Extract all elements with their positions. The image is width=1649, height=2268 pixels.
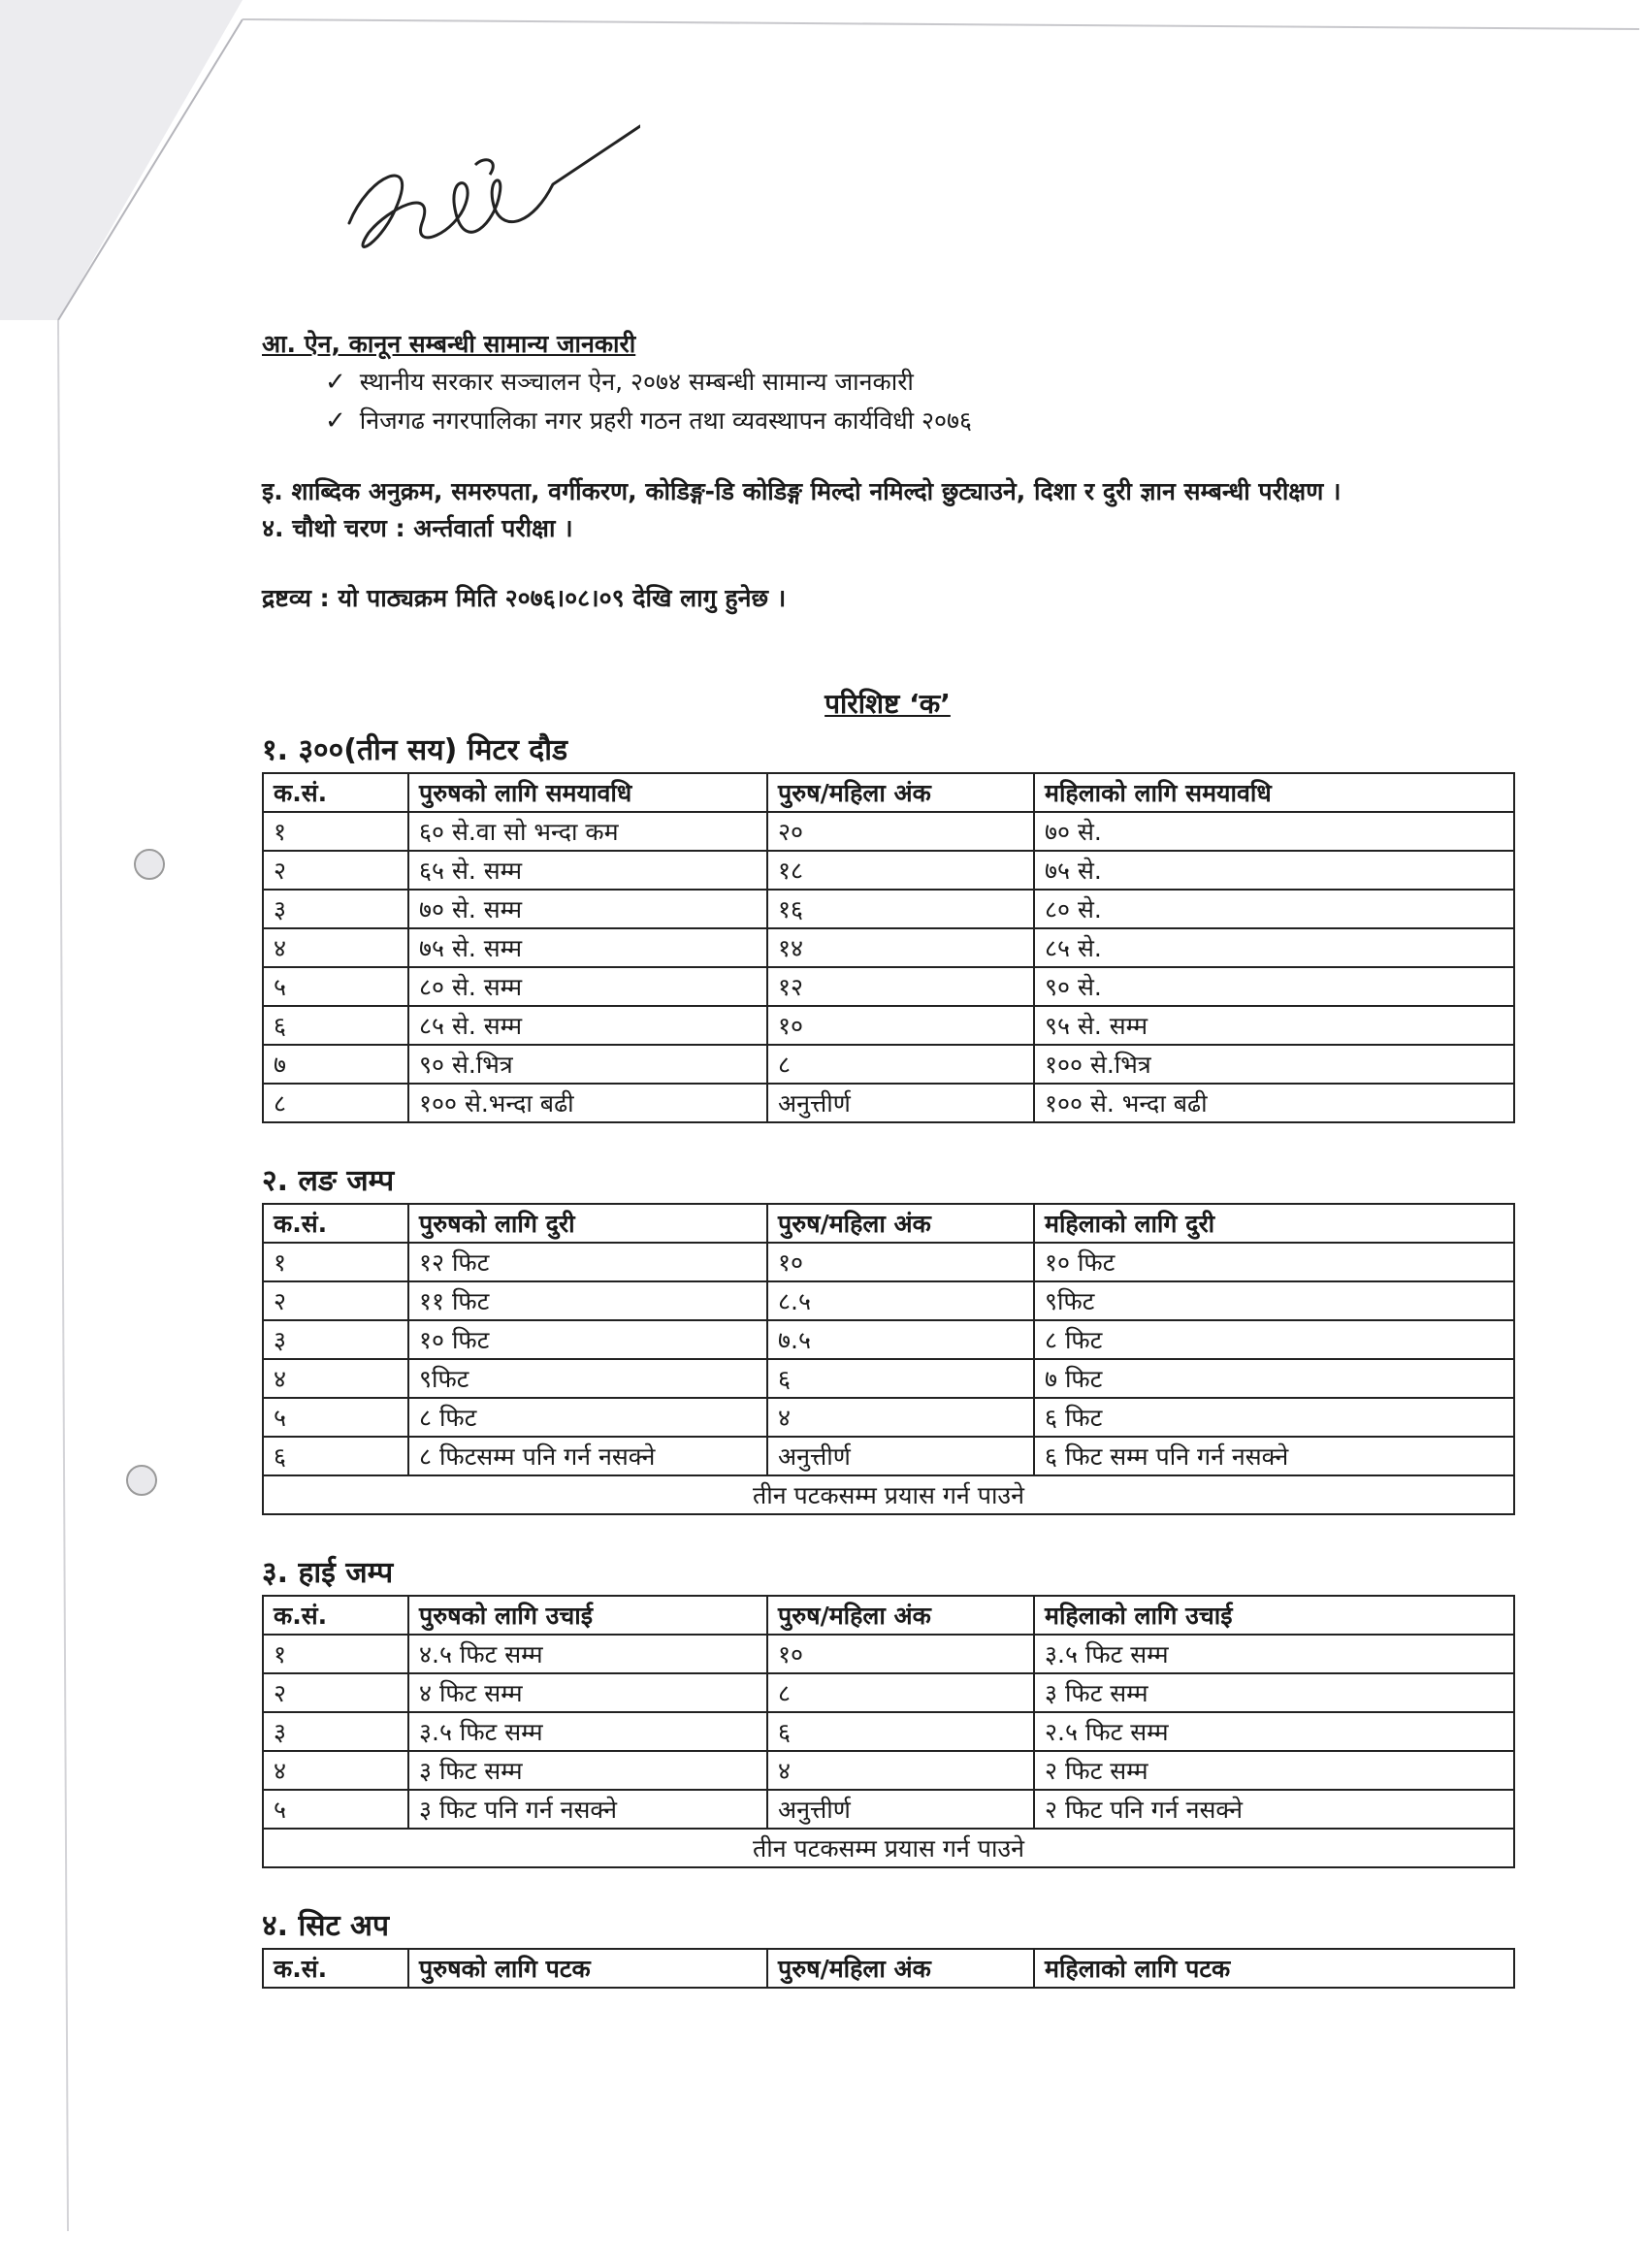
table-row	[263, 1635, 1514, 1673]
table-cell: १०	[767, 1006, 1034, 1045]
table-cell: ४	[767, 1751, 1034, 1790]
table-3-title: ३. हाई जम्प	[262, 1556, 394, 1590]
table-cell: १०० से.भन्दा बढी	[408, 1084, 767, 1122]
table-row	[263, 1006, 1514, 1045]
table-cell: ३	[263, 890, 408, 928]
table-cell: ८० से. सम्म	[408, 967, 767, 1006]
header-cell: महिलाको लागि उचाई	[1034, 1596, 1514, 1635]
punch-hole-bottom	[126, 1465, 157, 1496]
section-long-jump	[262, 1162, 1513, 1515]
table-cell: ८ फिट	[1034, 1320, 1514, 1359]
list-item-text: स्थानीय सरकार सञ्चालन ऐन, २०७४ सम्बन्धी सामान्य जानकारी	[359, 368, 914, 396]
table-header-row	[263, 773, 1514, 812]
table-cell: ५	[263, 1790, 408, 1829]
table-footer-row	[263, 1475, 1514, 1514]
table-cell: ६५ से. सम्म	[408, 851, 767, 890]
table-row	[263, 1045, 1514, 1084]
table-row	[263, 1751, 1514, 1790]
section-aa-heading: आ. ऐन, कानून सम्बन्धी सामान्य जानकारी	[262, 330, 636, 358]
table-4-title: ४. सिट अप	[262, 1909, 390, 1943]
table-cell: ७.५	[767, 1320, 1034, 1359]
table-cell: ४	[767, 1398, 1034, 1437]
table-row	[263, 1790, 1514, 1829]
table-cell: ७ फिट	[1034, 1359, 1514, 1398]
table-cell: १	[263, 812, 408, 851]
table-cell: १०	[767, 1635, 1034, 1673]
table-cell: ६	[767, 1712, 1034, 1751]
table-row	[263, 1084, 1514, 1122]
table-cell: ९० से.भित्र	[408, 1045, 767, 1084]
table-cell: ७५ से. सम्म	[408, 928, 767, 967]
table-cell: २	[263, 1673, 408, 1712]
table-cell: ८ फिट	[408, 1398, 767, 1437]
annex-title: परिशिष्ट ‘क’	[824, 688, 951, 720]
table-cell: १० फिट	[408, 1320, 767, 1359]
table-cell: ३	[263, 1320, 408, 1359]
table-cell: ३ फिट सम्म	[1034, 1673, 1514, 1712]
table-row	[263, 1712, 1514, 1751]
table-cell: ५	[263, 967, 408, 1006]
table-row	[263, 1437, 1514, 1475]
table-row	[263, 851, 1514, 890]
table-cell: ६० से.वा सो भन्दा कम	[408, 812, 767, 851]
table-cell: ६	[263, 1437, 408, 1475]
table-row	[263, 890, 1514, 928]
table-header-row	[263, 1204, 1514, 1243]
table-cell: ४	[263, 1751, 408, 1790]
table-cell: ४.५ फिट सम्म	[408, 1635, 767, 1673]
document-body	[262, 326, 1513, 1989]
table-cell: ३.५ फिट सम्म	[1034, 1635, 1514, 1673]
table-row	[263, 1320, 1514, 1359]
list-item-text: निजगढ नगरपालिका नगर प्रहरी गठन तथा व्यवस्थापन कार्यविधी २०७६	[359, 406, 973, 435]
table-cell: ७० से. सम्म	[408, 890, 767, 928]
table-300m-race	[262, 772, 1515, 1123]
table-cell: ८५ से. सम्म	[408, 1006, 767, 1045]
table-cell: १०	[767, 1243, 1034, 1281]
table-cell: ८	[263, 1084, 408, 1122]
table-cell: १० फिट	[1034, 1243, 1514, 1281]
header-cell: महिलाको लागि दुरी	[1034, 1204, 1514, 1243]
table-cell: १०० से.भित्र	[1034, 1045, 1514, 1084]
table-cell: ४	[263, 928, 408, 967]
table-cell: ३	[263, 1712, 408, 1751]
section-300m-race	[262, 731, 1513, 1123]
table-cell: २.५ फिट सम्म	[1034, 1712, 1514, 1751]
table-cell: ६	[263, 1006, 408, 1045]
table-cell: २	[263, 1281, 408, 1320]
table-2-title: २. लङ जम्प	[262, 1164, 395, 1198]
table-row	[263, 812, 1514, 851]
table-cell: २ फिट पनि गर्न नसक्ने	[1034, 1790, 1514, 1829]
list-item	[262, 363, 1513, 402]
table-header-row	[263, 1949, 1514, 1988]
table-row	[263, 967, 1514, 1006]
table-footer-cell: तीन पटकसम्म प्रयास गर्न पाउने	[263, 1829, 1514, 1867]
table-cell: ९फिट	[408, 1359, 767, 1398]
header-cell: पुरुषको लागि उचाई	[408, 1596, 767, 1635]
table-cell: ६	[767, 1359, 1034, 1398]
table-1-title: १. ३००(तीन सय) मिटर दौड	[262, 733, 568, 767]
table-row	[263, 1281, 1514, 1320]
header-cell: पुरुषको लागि पटक	[408, 1949, 767, 1988]
checkmark-icon: ✓	[325, 368, 346, 397]
table-row	[263, 1243, 1514, 1281]
table-header-row	[263, 1596, 1514, 1635]
table-row	[263, 1398, 1514, 1437]
table-cell: ३ फिट पनि गर्न नसक्ने	[408, 1790, 767, 1829]
table-cell: अनुत्तीर्ण	[767, 1437, 1034, 1475]
table-row	[263, 1673, 1514, 1712]
table-cell: ८	[767, 1673, 1034, 1712]
section-i-text: इ. शाब्दिक अनुक्रम, समरुपता, वर्गीकरण, कोडिङ्ग-डि कोडिङ्ग मिल्दो नमिल्दो छुट्याउने, दिशा र दुरी ज्ञान सम्बन्धी परीक्षण ।	[262, 477, 1342, 505]
table-cell: १८	[767, 851, 1034, 890]
table-cell: १	[263, 1243, 408, 1281]
table-cell: २ फिट सम्म	[1034, 1751, 1514, 1790]
header-cell: पुरुष/महिला अंक	[767, 1596, 1034, 1635]
punch-hole-top	[134, 849, 165, 880]
table-cell: ९० से.	[1034, 967, 1514, 1006]
table-cell: ४ फिट सम्म	[408, 1673, 767, 1712]
table-cell: ८५ से.	[1034, 928, 1514, 967]
table-long-jump	[262, 1203, 1515, 1515]
table-row	[263, 928, 1514, 967]
table-cell: ७५ से.	[1034, 851, 1514, 890]
table-cell: १४	[767, 928, 1034, 967]
table-cell: ८.५	[767, 1281, 1034, 1320]
note-text: द्रष्टव्य : यो पाठ्यक्रम मिति २०७६।०८।०९ देखि लागु हुनेछ ।	[262, 584, 787, 612]
table-high-jump	[262, 1595, 1515, 1868]
header-cell: क.सं.	[263, 1204, 408, 1243]
stage-four-text: ४. चौथो चरण : अर्न्तवार्ता परीक्षा ।	[262, 514, 573, 542]
table-cell: अनुत्तीर्ण	[767, 1084, 1034, 1122]
table-row	[263, 1359, 1514, 1398]
table-cell: १	[263, 1635, 408, 1673]
list-item	[262, 402, 1513, 440]
table-cell: २	[263, 851, 408, 890]
table-sit-up	[262, 1948, 1515, 1989]
table-cell: ८० से.	[1034, 890, 1514, 928]
table-cell: ९फिट	[1034, 1281, 1514, 1320]
checkmark-icon: ✓	[325, 406, 346, 436]
header-cell: पुरुषको लागि दुरी	[408, 1204, 767, 1243]
table-cell: २०	[767, 812, 1034, 851]
table-footer-cell: तीन पटकसम्म प्रयास गर्न पाउने	[263, 1475, 1514, 1514]
table-cell: ९५ से. सम्म	[1034, 1006, 1514, 1045]
header-cell: पुरुष/महिला अंक	[767, 1204, 1034, 1243]
table-cell: ८ फिटसम्म पनि गर्न नसक्ने	[408, 1437, 767, 1475]
table-cell: ५	[263, 1398, 408, 1437]
table-cell: ६ फिट	[1034, 1398, 1514, 1437]
table-cell: ३ फिट सम्म	[408, 1751, 767, 1790]
table-cell: ७० से.	[1034, 812, 1514, 851]
table-cell: १०० से. भन्दा बढी	[1034, 1084, 1514, 1122]
header-cell: पुरुष/महिला अंक	[767, 773, 1034, 812]
header-cell: पुरुषको लागि समयावधि	[408, 773, 767, 812]
header-cell: क.सं.	[263, 1596, 408, 1635]
table-cell: ४	[263, 1359, 408, 1398]
table-cell: ६ फिट सम्म पनि गर्न नसक्ने	[1034, 1437, 1514, 1475]
header-cell: महिलाको लागि पटक	[1034, 1949, 1514, 1988]
header-cell: महिलाको लागि समयावधि	[1034, 773, 1514, 812]
table-cell: ११ फिट	[408, 1281, 767, 1320]
header-cell: क.सं.	[263, 1949, 408, 1988]
section-sit-up	[262, 1907, 1513, 1989]
table-cell: १२ फिट	[408, 1243, 767, 1281]
section-high-jump	[262, 1554, 1513, 1868]
header-cell: क.सं.	[263, 773, 408, 812]
table-cell: १६	[767, 890, 1034, 928]
handwritten-signature	[330, 116, 640, 281]
table-cell: अनुत्तीर्ण	[767, 1790, 1034, 1829]
table-cell: ८	[767, 1045, 1034, 1084]
table-cell: १२	[767, 967, 1034, 1006]
table-footer-row	[263, 1829, 1514, 1867]
table-cell: ७	[263, 1045, 408, 1084]
header-cell: पुरुष/महिला अंक	[767, 1949, 1034, 1988]
table-cell: ३.५ फिट सम्म	[408, 1712, 767, 1751]
